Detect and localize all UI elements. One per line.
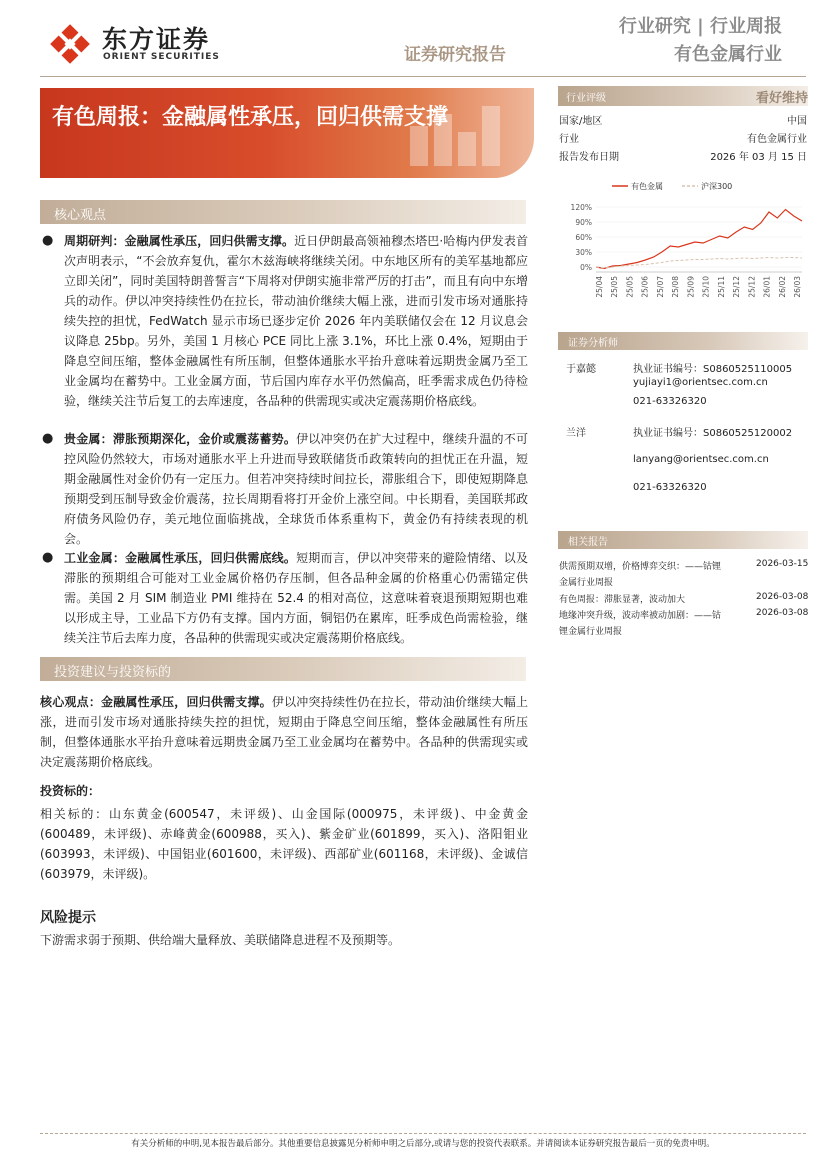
bullet-body: 近日伊朗最高领袖穆杰塔巴·哈梅内伊发表首次声明表示，“不会放弃复仇，霍尔木兹海峡将继续关闭。中东地区所有的美军基地都应立即关闭”，同时美国特朗普誓言“下周将对伊朗实施非常严厉的打击”，而且有向中东增兵的动作。伊以冲突持续性仍在拉长，带动油价继续大幅上涨，进而引发市场对通胀持续失控的担忧，FedWatch 显示市场已逐步定价 2026 年内美联储仅会在 12 月议息会议降息 25bp。另外，美国 1 月核心 PCE 同比上涨 3.1%，环比上涨 0.4%，短期由于降息空间压缩，整体金融属性有所压制，但整体通胀水平抬升意味着远期贵金属乃至工业金属均在蓄势中。工业金属方面，节后国内库存水平仍然偏高，旺季需求成色仍待检验，继续关注节后复工的去库速度，各品种的供需现实或决定震荡期价格底线。	[64, 234, 528, 408]
related-report-title[interactable]: 地缘冲突升级，波动率被动加剧：——钴	[559, 611, 722, 621]
bullet-precious	[40, 429, 528, 549]
related-report-date: 2026-03-08	[756, 608, 809, 618]
chart-xtick-label: 25/09	[686, 276, 696, 298]
analyst-email[interactable]: yujiayi1@orientsec.com.cn	[633, 377, 768, 388]
analysts-label: 证券分析师	[568, 338, 618, 349]
analysts-bar	[558, 332, 808, 350]
analyst-name: 兰洋	[566, 428, 586, 439]
bullet-icon: ●	[42, 550, 54, 565]
rating-value: 看好维持	[755, 91, 808, 106]
advice-core-head: 核心观点：金融属性承压，回归供需支撑。	[40, 695, 272, 709]
info-value: 2026 年 03 月 15 日	[710, 152, 807, 163]
analyst-phone: 021-63326320	[633, 482, 707, 493]
info-row-industry	[559, 130, 807, 145]
bullet-industrial	[40, 548, 528, 648]
bullet-icon: ●	[42, 233, 54, 248]
header-divider	[40, 76, 806, 77]
chart-xtick-label: 25/05	[610, 276, 620, 298]
logo-name-en: ORIENT SECURITIES	[103, 52, 220, 62]
related-report-title[interactable]: 有色周报：滞胀显著，波动加大	[559, 595, 686, 605]
info-value: 有色金属行业	[747, 134, 807, 145]
bullet-head: 周期研判：金融属性承压，回归供需支撑。	[64, 234, 295, 248]
info-row-date	[559, 148, 807, 163]
core-views-label: 核心观点	[54, 208, 107, 223]
analyst-phone: 021-63326320	[633, 396, 707, 407]
chart-xtick-label: 26/01	[762, 276, 772, 298]
info-key: 行业	[559, 134, 579, 145]
series-line-nonferrous	[596, 210, 802, 269]
report-type: 证券研究报告	[404, 45, 506, 65]
chart-ytick-label: 120%	[570, 203, 592, 212]
info-value: 中国	[787, 116, 807, 127]
bullet-cycle	[40, 231, 528, 411]
report-industry: 有色金属行业	[674, 44, 782, 65]
legend-nonferrous: 有色金属	[631, 182, 663, 191]
advice-core	[40, 692, 528, 772]
targets-heading: 投资标的：	[40, 784, 101, 798]
footer-divider	[40, 1133, 806, 1134]
orient-logo-icon	[48, 22, 92, 66]
related-bar	[558, 531, 808, 549]
page-title: 有色周报：金融属性承压，回归供需支撑	[52, 105, 449, 130]
related-report-date: 2026-03-15	[756, 559, 809, 569]
chart-ytick-label: 60%	[575, 233, 592, 242]
chart-xtick-label: 25/07	[655, 276, 665, 298]
bullet-head: 贵金属：滞胀预期深化，金价或震荡蓄势。	[64, 432, 297, 446]
chart-xtick-label: 25/12	[747, 276, 757, 298]
related-report-title-cont[interactable]: 金属行业周报	[559, 578, 614, 588]
rating-label: 行业评级	[566, 93, 606, 104]
series-line-hs300	[596, 258, 802, 269]
bullet-text	[64, 231, 528, 411]
chart-xtick-label: 26/03	[793, 276, 802, 298]
chart-xtick-label: 25/04	[595, 276, 604, 298]
logo-name-cn: 东方证券	[102, 25, 211, 54]
related-report-date: 2026-03-08	[756, 592, 809, 602]
advice-core-body: 伊以冲突持续性仍在拉长，带动油价继续大幅上涨，进而引发市场对通胀持续失控的担忧，短期由于降息空间压缩，整体金融属性有所压制，但整体通胀水平抬升意味着远期贵金属乃至工业金属均在蓄势中。各品种的供需现实或决定震荡期价格底线。	[40, 695, 528, 769]
advice-bar	[40, 657, 526, 681]
risk-text: 下游需求弱于预期、供给端大量释放、美联储降息进程不及预期等。	[40, 933, 401, 947]
bullet-icon: ●	[42, 431, 54, 446]
bullet-text	[64, 429, 528, 549]
chart-xtick-label: 25/06	[640, 276, 650, 298]
chart-ytick-label: 0%	[580, 263, 592, 272]
performance-chart	[556, 176, 810, 316]
chart-ytick-label: 30%	[575, 248, 592, 257]
bullet-body: 伊以冲突仍在扩大过程中，继续升温的不可控风险仍然较大，市场对通胀水平上升进而导致联储货币政策转向的担忧正在升温，短期金融属性对金价仍有一定压力。但若冲突持续时间拉长，滞胀组合下，即使短期降息预期受到压制导致金价震荡，拉长周期看将打开金价上涨空间。中长期看，美国联邦政府债务风险仍存，美元地位面临挑战，全球货币体系重构下，黄金仍有持续表现的机会。	[64, 432, 528, 546]
bullet-body: 短期而言，伊以冲突带来的避险情绪、以及滞胀的预期组合可能对工业金属价格仍存压制，但各品种金属的价格重心仍需锚定供需。美国 2 月 SIM 制造业 PMI 维持在 52.4 的相对高位，这意味着衰退预期短期也难以形成主导，工业品下方仍有支撑。国内方面，铜铝仍在累库，旺季成色尚需检验，继续关注节后去库力度，各品种的供需现实或决定震荡期价格底线。	[64, 551, 528, 645]
chart-xtick-label: 26/02	[777, 276, 787, 298]
report-category: 行业研究 | 行业周报	[618, 16, 782, 37]
core-views-bar	[40, 200, 526, 224]
analyst-license: 执业证书编号：S0860525120002	[633, 428, 793, 439]
info-key: 报告发布日期	[559, 152, 619, 163]
analyst-name: 于嘉懿	[566, 364, 596, 375]
legend-hs300: 沪深300	[701, 182, 733, 191]
bullet-text	[64, 548, 528, 648]
related-report-title[interactable]: 供需预期双增，价格博弈交织：——钴锂	[559, 562, 722, 572]
targets-list: 相关标的：山东黄金(600547，未评级)、山金国际(000975，未评级)、中金黄金(600489，未评级)、赤峰黄金(600988，买入)、紫金矿业(601899，买入)、洛阳钼业(603993，未评级)、中国铝业(601600，未评级)、西部矿业(601168，未评级)、金诚信(603979，未评级)。	[40, 807, 528, 881]
advice-label: 投资建议与投资标的	[54, 665, 172, 680]
analyst-license: 执业证书编号：S0860525110005	[633, 364, 793, 375]
info-key: 国家/地区	[559, 116, 603, 127]
analyst-email[interactable]: lanyang@orientsec.com.cn	[633, 454, 769, 465]
chart-xtick-label: 25/12	[732, 276, 742, 298]
chart-xtick-label: 25/08	[671, 276, 681, 298]
info-row-region	[559, 112, 807, 127]
risk-title: 风险提示	[40, 910, 96, 926]
chart-xtick-label: 25/11	[716, 276, 726, 298]
related-report-title-cont[interactable]: 锂金属行业周报	[559, 627, 623, 637]
chart-xtick-label: 25/05	[625, 276, 635, 298]
chart-xtick-label: 25/10	[701, 276, 711, 298]
related-label: 相关报告	[568, 537, 608, 548]
bullet-head: 工业金属：金融属性承压，回归供需底线。	[64, 551, 297, 565]
chart-ytick-label: 90%	[575, 218, 592, 227]
footer-disclaimer: 有关分析师的申明,见本报告最后部分。其他重要信息披露见分析师申明之后部分,或请与您的投资代表联系。并请阅读本证券研究报告最后一页的免责申明。	[131, 1139, 715, 1149]
